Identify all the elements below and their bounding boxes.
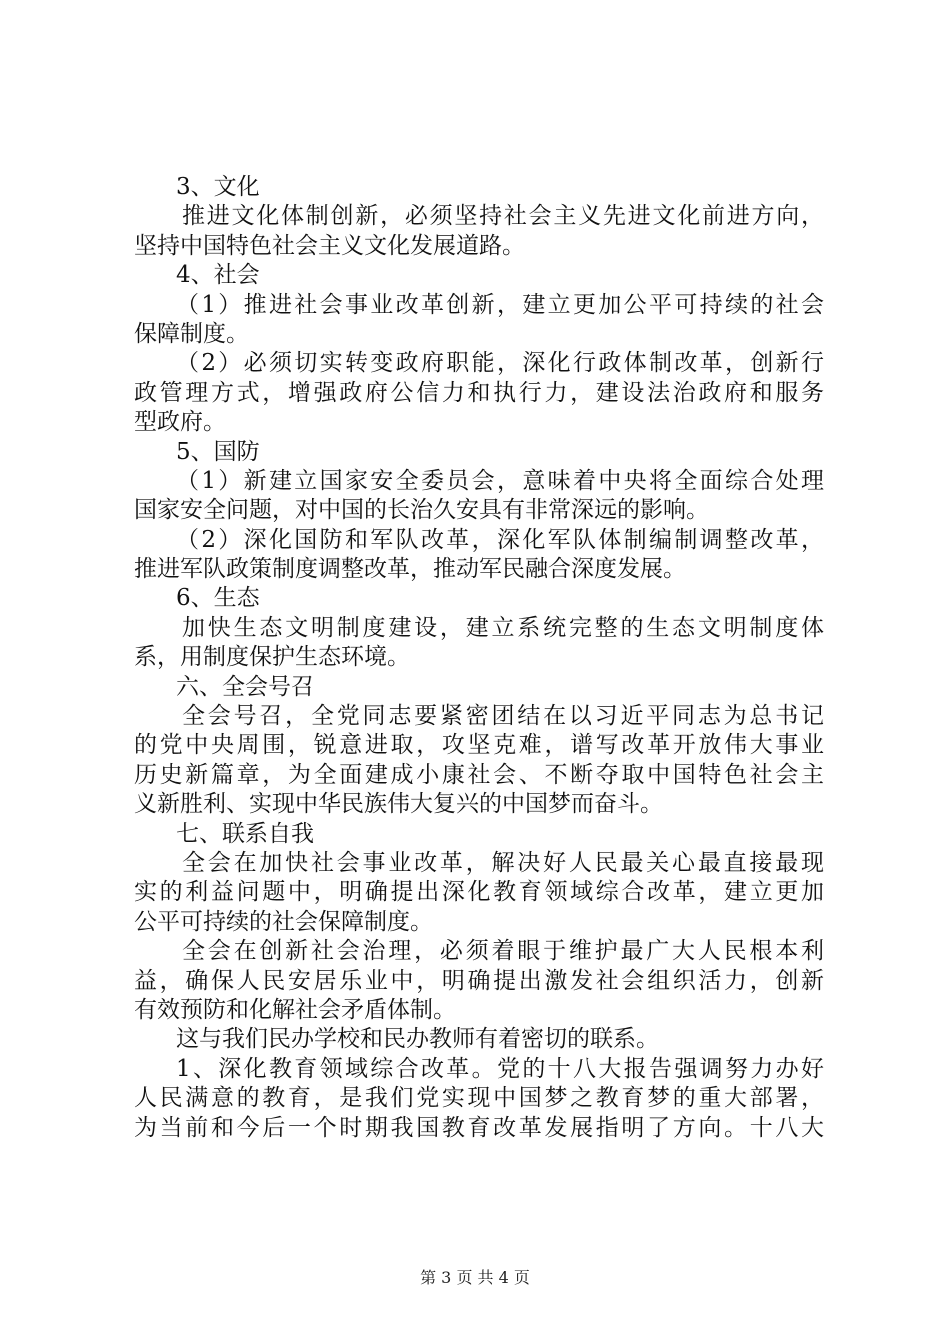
text-line: 七、联系自我 xyxy=(176,820,314,847)
page-footer: 第 3 页 共 4 页 xyxy=(420,1268,530,1287)
text-line: 国家安全问题，对中国的长治久安具有非常深远的影响。 xyxy=(134,497,709,524)
text-line: 有效预防和化解社会矛盾体制。 xyxy=(134,996,456,1023)
text-line: 人民满意的教育，是我们党实现中国梦之教育梦的重大部署， xyxy=(134,1085,824,1112)
text-line: 六、全会号召 xyxy=(176,673,314,700)
text-line: 推进文化体制创新，必须坚持社会主义先进文化前进方向， xyxy=(182,203,824,230)
text-line: 全会在创新社会治理，必须着眼于维护最广大人民根本利 xyxy=(182,938,824,965)
text-line: 保障制度。 xyxy=(134,320,249,347)
text-line: 的党中央周围，锐意进取，攻坚克难，谱写改革开放伟大事业 xyxy=(134,732,824,759)
text-line: 系，用制度保护生态环境。 xyxy=(134,644,410,671)
text-line: 3、文化 xyxy=(176,174,260,200)
text-line: （1）新建立国家安全委员会，意味着中央将全面综合处理 xyxy=(176,467,824,494)
text-line: 推进军队政策制度调整改革，推动军民融合深度发展。 xyxy=(134,556,686,583)
text-line: 4、社会 xyxy=(176,262,260,289)
text-line: 义新胜利、实现中华民族伟大复兴的中国梦而奋斗。 xyxy=(134,791,663,818)
text-line: 益，确保人民安居乐业中，明确提出激发社会组织活力，创新 xyxy=(134,967,824,994)
text-line: 1、深化教育领域综合改革。党的十八大报告强调努力办好 xyxy=(176,1055,824,1082)
text-line: 全会号召，全党同志要紧密团结在以习近平同志为总书记 xyxy=(182,703,824,730)
text-line: 为当前和今后一个时期我国教育改革发展指明了方向。十八大 xyxy=(134,1114,824,1141)
text-line: （2）深化国防和军队改革，深化军队体制编制调整改革， xyxy=(176,526,824,553)
text-line: 政管理方式，增强政府公信力和执行力，建设法治政府和服务 xyxy=(134,379,824,406)
text-line: 型政府。 xyxy=(134,409,226,436)
text-line: （1）推进社会事业改革创新，建立更加公平可持续的社会 xyxy=(176,291,824,318)
text-line: 历史新篇章，为全面建成小康社会、不断夺取中国特色社会主 xyxy=(134,761,824,788)
text-line: 坚持中国特色社会主义文化发展道路。 xyxy=(134,232,525,259)
text-line: 实的利益问题中，明确提出深化教育领域综合改革，建立更加 xyxy=(134,879,824,906)
text-line: 公平可持续的社会保障制度。 xyxy=(134,908,433,935)
text-line: 加快生态文明制度建设，建立系统完整的生态文明制度体 xyxy=(182,614,824,641)
document-body xyxy=(134,173,824,1143)
text-line: 全会在加快社会事业改革，解决好人民最关心最直接最现 xyxy=(182,849,824,876)
text-line: 6、生态 xyxy=(176,585,260,612)
text-line: （2）必须切实转变政府职能，深化行政体制改革，创新行 xyxy=(176,350,824,377)
text-line: 这与我们民办学校和民办教师有着密切的联系。 xyxy=(176,1026,659,1053)
text-line: 5、国防 xyxy=(176,438,260,465)
